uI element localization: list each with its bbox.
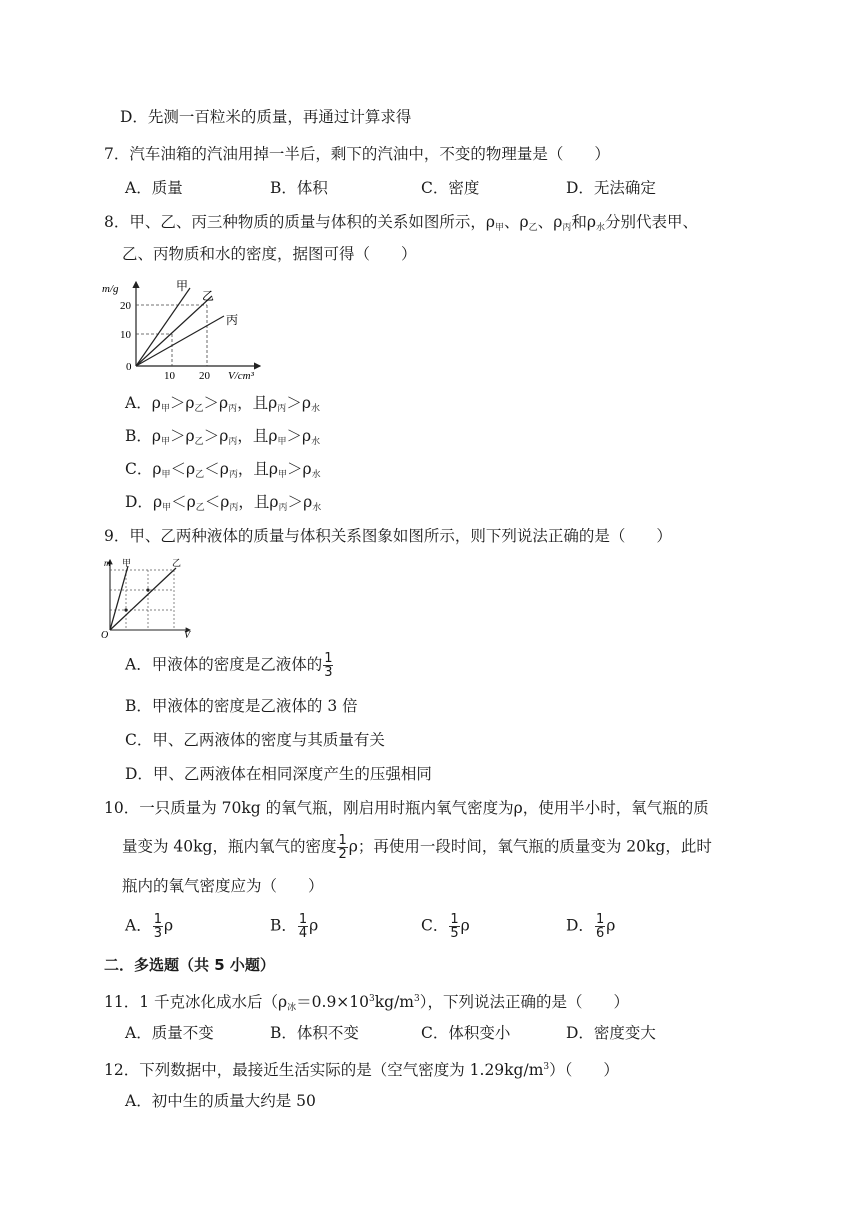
q9-stem: 9．甲、乙两种液体的质量与体积关系图象如图所示，则下列说法正确的是（ ） <box>104 527 672 545</box>
q10-option-a: A． $\frac{1}{3}$ ρ <box>125 912 174 941</box>
q11-option-d: D．密度变大 <box>566 1024 656 1042</box>
q9-option-b: B．甲液体的密度是乙液体的 3 倍 <box>125 697 358 715</box>
q10-stem-line3: 瓶内的氧气密度应为（ ） <box>122 877 324 895</box>
series-bing-label: 丙 <box>226 313 239 327</box>
x-axis-label: V <box>184 630 191 640</box>
q7-option-c: C．密度 <box>421 179 480 197</box>
series-jia-label: 甲 <box>122 558 132 568</box>
q12-option-a: A．初中生的质量大约是 50 <box>125 1092 316 1110</box>
series-yi-line <box>136 296 212 366</box>
section-title-multiple-choice: 二．多选题（共 5 小题） <box>104 956 275 974</box>
x-tick-20: 20 <box>199 370 210 382</box>
q8-stem-line1: 8．甲、乙、丙三种物质的质量与体积的关系如图所示，$\rho_甲$、$\rho_乙$、$\rho_丙$和$\rho_水$分别代表甲、 <box>104 213 698 233</box>
q11-option-b: B．体积不变 <box>270 1024 359 1042</box>
q10-option-c: C． $\frac{1}{5}$ ρ <box>421 912 470 941</box>
x-axis-label: V/cm³ <box>228 370 254 382</box>
q8-mass-volume-graph <box>100 278 270 382</box>
series-yi-label: 乙 <box>172 558 182 568</box>
y-axis-label: m <box>104 558 111 568</box>
q10-option-d: D． $\frac{1}{6}$ ρ <box>566 912 616 941</box>
fraction: $\frac{1}{6}$ <box>595 912 605 941</box>
q8-option-d: D．$\rho_甲<\rho_乙<\rho_丙$，且$\rho_丙>\rho_水$ <box>125 493 322 513</box>
q7-option-a: A．质量 <box>125 179 183 197</box>
q8-stem-line2: 乙、丙物质和水的密度，据图可得（ ） <box>122 245 417 263</box>
q10-stem-line2: 量变为 40kg，瓶内氧气的密度 $\frac{1}{2}$ ρ；再使用一段时间，氧气瓶的质量变为 20kg，此时 <box>122 833 712 862</box>
q9-option-a: A．甲液体的密度是乙液体的 $\frac{1}{3}$ <box>125 651 333 680</box>
q9-mass-volume-graph <box>98 556 196 640</box>
series-jia-line <box>136 288 190 366</box>
q9-option-d: D．甲、乙两液体在相同深度产生的压强相同 <box>125 765 432 783</box>
q12-stem: 12．下列数据中，最接近生活实际的是（空气密度为 $1.29kg/m^3$）（ ） <box>104 1061 619 1079</box>
origin-label: O <box>101 630 109 640</box>
q8-option-b: B．$\rho_甲>\rho_乙>\rho_丙$，且$\rho_甲>\rho_水$ <box>125 427 321 447</box>
series-yi-label: 乙 <box>202 289 215 303</box>
q6-option-d: D．先测一百粒米的质量，再通过计算求得 <box>120 108 412 126</box>
q7-option-d: D．无法确定 <box>566 179 656 197</box>
fraction: $\frac{1}{3}$ <box>153 912 162 941</box>
fraction: $\frac{1}{2}$ <box>338 833 347 862</box>
q11-stem: 11．1 千克冰化成水后$(\rho_冰=0.9\times 10^3kg/m^3)$，下列说法正确的是（ ） <box>104 993 629 1013</box>
y-tick-10: 10 <box>120 329 131 341</box>
q11-option-a: A．质量不变 <box>125 1024 214 1042</box>
y-axis-label: m/g <box>102 283 119 295</box>
q11-option-c: C．体积变小 <box>421 1024 511 1042</box>
series-jia-label: 甲 <box>176 279 189 293</box>
q8-option-a: A．$\rho_甲>\rho_乙>\rho_丙$，且$\rho_丙>\rho_水$ <box>125 394 320 414</box>
series-bing-line <box>136 316 224 366</box>
q7-option-b: B．体积 <box>270 179 328 197</box>
q9-option-c: C．甲、乙两液体的密度与其质量有关 <box>125 731 385 749</box>
fraction: $\frac{1}{3}$ <box>324 651 333 680</box>
q10-stem-line1: 10．一只质量为 70kg 的氧气瓶，刚启用时瓶内氧气密度为ρ，使用半小时，氧气瓶的质 <box>104 799 709 817</box>
fraction: $\frac{1}{5}$ <box>450 912 459 941</box>
series-yi-line <box>110 568 176 630</box>
q10-option-b: B． $\frac{1}{4}$ ρ <box>270 912 319 941</box>
fraction: $\frac{1}{4}$ <box>298 912 308 941</box>
x-tick-10: 10 <box>164 370 175 382</box>
q8-option-c: C．$\rho_甲<\rho_乙<\rho_丙$，且$\rho_甲>\rho_水$ <box>125 460 321 480</box>
y-tick-20: 20 <box>120 300 131 312</box>
series-jia-line <box>110 566 128 630</box>
q7-stem: 7．汽车油箱的汽油用掉一半后，剩下的汽油中，不变的物理量是（ ） <box>104 145 610 163</box>
origin-label: 0 <box>126 361 132 373</box>
